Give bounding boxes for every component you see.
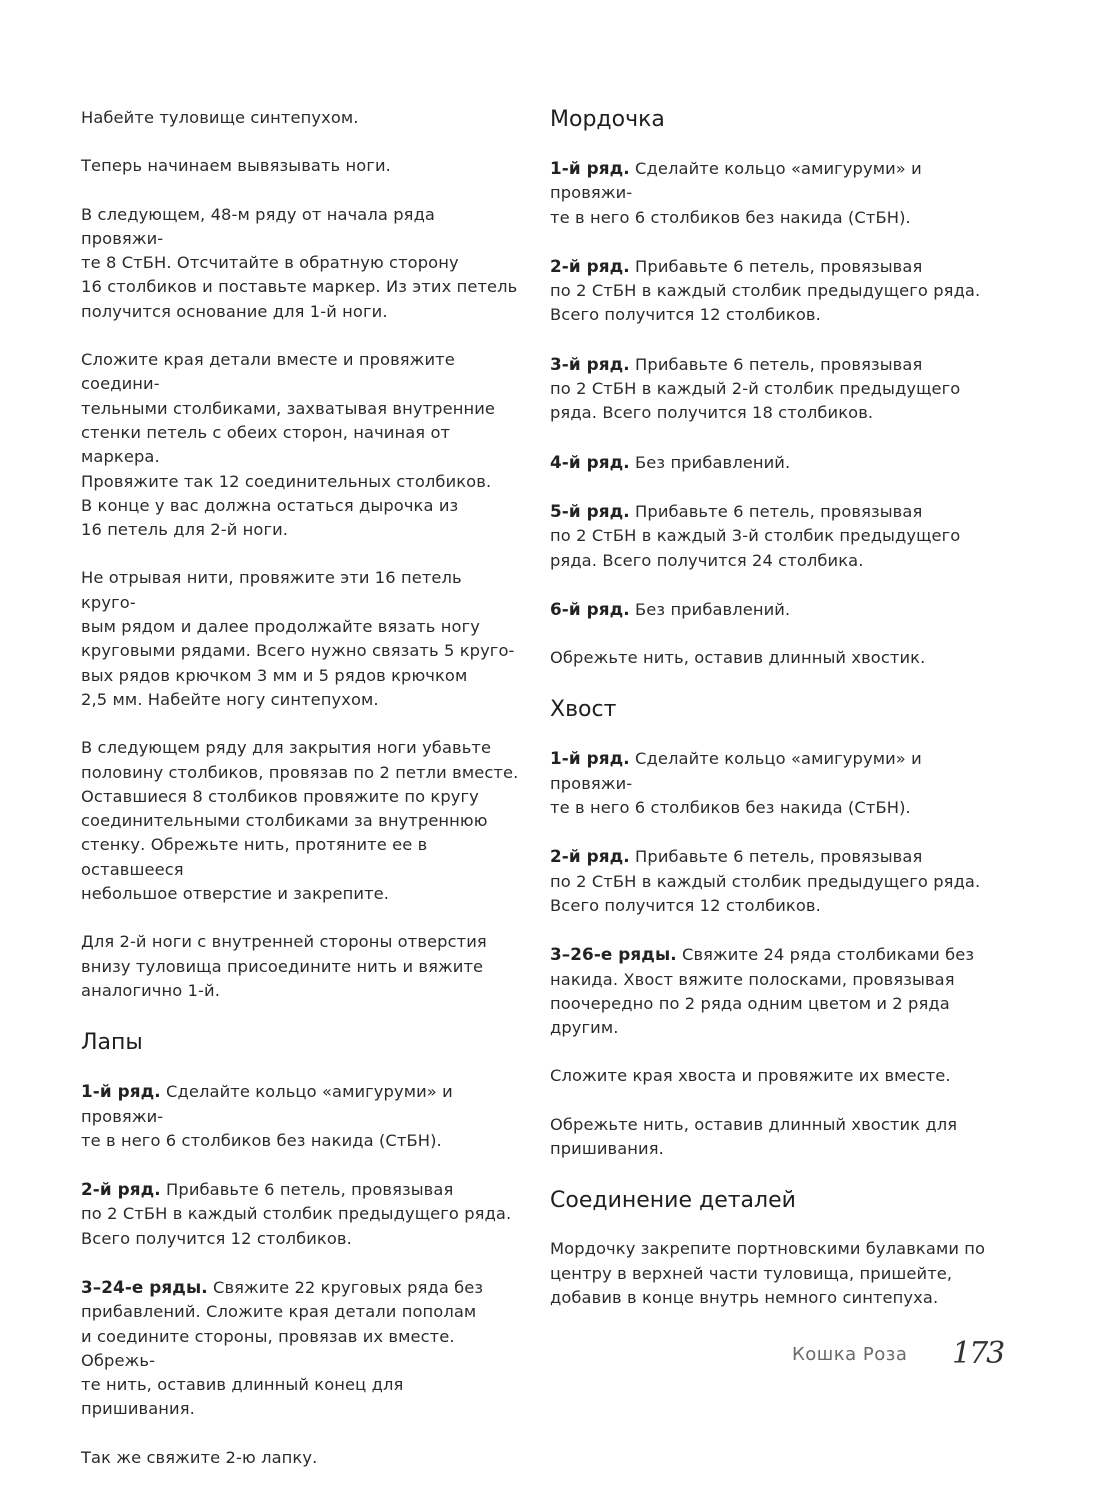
soedinenie-text: Мордочку закрепите портновскими булавками по центру в верхней части туловища, пришейте, добавив в конце внутрь немного синтепуха.	[550, 1239, 986, 1307]
running-footer-title: Кошка Роза	[792, 1344, 908, 1365]
khvost-rows-3-26-label: 3–26-е ряды.	[550, 944, 677, 965]
paragraph-row-48: В следующем, 48-м ряду от начала ряда провяжи- те 8 СтБН. Отсчитайте в обратную сторону 16 столбиков и поставьте маркер. Из этих петель получится основание для 1-й ноги.	[81, 204, 518, 321]
mordochka-row-4-label: 4-й ряд.	[550, 451, 630, 472]
lapy-row-1-text: Сделайте кольцо «амигуруми» и провяжи- те в него 6 столбиков без накида (СтБН).	[81, 1082, 453, 1150]
mordochka-row-1-text: Сделайте кольцо «амигуруми» и провяжи- те в него 6 столбиков без накида (СтБН).	[550, 159, 922, 227]
mordochka-row-4-text: Без прибавлений.	[629, 452, 791, 472]
mordochka-row-2-label: 2-й ряд.	[550, 255, 630, 276]
lapy-final-note: Так же свяжите 2-ю лапку.	[81, 1447, 318, 1467]
khvost-cut-yarn: Обрежьте нить, оставив длинный хвостик для пришивания.	[550, 1114, 958, 1159]
paragraph-join-edges: Сложите края детали вместе и провяжите соедини- тельными столбиками, захватывая внутренние стенки петель с обеих сторон, начиная от маркера. Провяжите так 12 соединительных столбиков. В конце у вас должна остаться дырочка из 16 петель для 2-й ноги.	[81, 350, 496, 540]
paragraph-second-leg: Для 2-й ноги с внутренней стороны отверстия внизу туловища присоедините нить и вяжите аналогично 1-й.	[81, 932, 487, 1000]
khvost-join-edges: Сложите края хвоста и провяжите их вместе.	[550, 1066, 951, 1086]
khvost-row-1	[550, 746, 995, 820]
mordochka-row-1	[550, 156, 995, 230]
paragraph-leg-rounds: Не отрывая нити, провяжите эти 16 петель круго- вым рядом и далее продолжайте вязать ногу круговыми рядами. Всего нужно связать 5 круго- вых рядов крючком 3 мм и 5 рядов крючком 2,5 мм. Набейте ногу синтепухом.	[81, 568, 515, 709]
khvost-row-2-label: 2-й ряд.	[550, 846, 630, 867]
section-heading-mordochka: Мордочка	[550, 107, 665, 132]
page-number: 173	[952, 1336, 1004, 1371]
mordochka-row-4	[550, 450, 995, 475]
mordochka-row-2	[550, 254, 995, 328]
paragraph-close-leg: В следующем ряду для закрытия ноги убавьте половину столбиков, провязав по 2 петли вместе. Оставшиеся 8 столбиков провяжите по кругу соединительными столбиками за внутреннюю стенку. Обрежьте нить, протяните ее в оставшееся небольшое отверстие и закрепите.	[81, 738, 519, 904]
khvost-rows-3-26-text: Свяжите 24 ряда столбиками без накида. Хвост вяжите полосками, провязывая поочередно по 2 ряда одним цветом и 2 ряда другим.	[550, 945, 975, 1038]
mordochka-row-5	[550, 499, 995, 573]
mordochka-row-5-text: Прибавьте 6 петель, провязывая по 2 СтБН в каждый 3-й столбик предыдущего ряда. Всего получится 24 столбика.	[550, 501, 961, 570]
lapy-row-2-text: Прибавьте 6 петель, провязывая по 2 СтБН в каждый столбик предыдущего ряда. Всего получится 12 столбиков.	[81, 1180, 512, 1248]
mordochka-row-6	[550, 597, 995, 622]
mordochka-row-2-text: Прибавьте 6 петель, провязывая по 2 СтБН в каждый столбик предыдущего ряда. Всего получится 12 столбиков.	[550, 256, 981, 325]
khvost-row-1-text: Сделайте кольцо «амигуруми» и провяжи- те в него 6 столбиков без накида (СтБН).	[550, 749, 922, 818]
khvost-row-1-label: 1-й ряд.	[550, 748, 630, 769]
mordochka-row-6-label: 6-й ряд.	[550, 598, 630, 619]
mordochka-row-3-text: Прибавьте 6 петель, провязывая по 2 СтБН в каждый 2-й столбик предыдущего ряда. Всего получится 18 столбиков.	[550, 354, 961, 423]
lapy-rows-3-24-label: 3–24-е ряды.	[81, 1276, 208, 1297]
right-column	[550, 106, 995, 1334]
mordochka-row-1-label: 1-й ряд.	[550, 158, 630, 178]
section-heading-lapy: Лапы	[81, 1030, 143, 1056]
khvost-row-2-text: Прибавьте 6 петель, провязывая по 2 СтБН в каждый столбик предыдущего ряда. Всего получится 12 столбиков.	[550, 847, 981, 915]
lapy-rows-3-24-text: Свяжите 22 круговых ряда без прибавлений. Сложите края детали пополам и соедините стороны, провязав их вместе. Обрежь- те нить, оставив длинный конец для пришивания.	[81, 1277, 484, 1419]
mordochka-row-5-label: 5-й ряд.	[550, 500, 630, 521]
lapy-row-2-label: 2-й ряд.	[81, 1179, 161, 1200]
left-column	[81, 106, 521, 1494]
section-heading-soedinenie: Соединение деталей	[550, 1188, 796, 1214]
paragraph-stuff-body: Набейте туловище синтепухом.	[81, 108, 359, 127]
mordochka-row-3	[550, 352, 995, 426]
lapy-row-1	[81, 1079, 521, 1153]
lapy-row-2	[81, 1177, 521, 1251]
section-heading-khvost: Хвост	[550, 697, 617, 723]
paragraph-begin-legs: Теперь начинаем вывязывать ноги.	[81, 156, 391, 176]
khvost-row-2	[550, 844, 995, 918]
lapy-row-1-label: 1-й ряд.	[81, 1081, 161, 1102]
mordochka-row-3-label: 3-й ряд.	[550, 353, 630, 374]
mordochka-final-note: Обрежьте нить, оставив длинный хвостик.	[550, 648, 926, 668]
mordochka-row-6-text: Без прибавлений.	[629, 599, 791, 619]
khvost-rows-3-26	[550, 942, 995, 1040]
lapy-rows-3-24	[81, 1275, 521, 1422]
